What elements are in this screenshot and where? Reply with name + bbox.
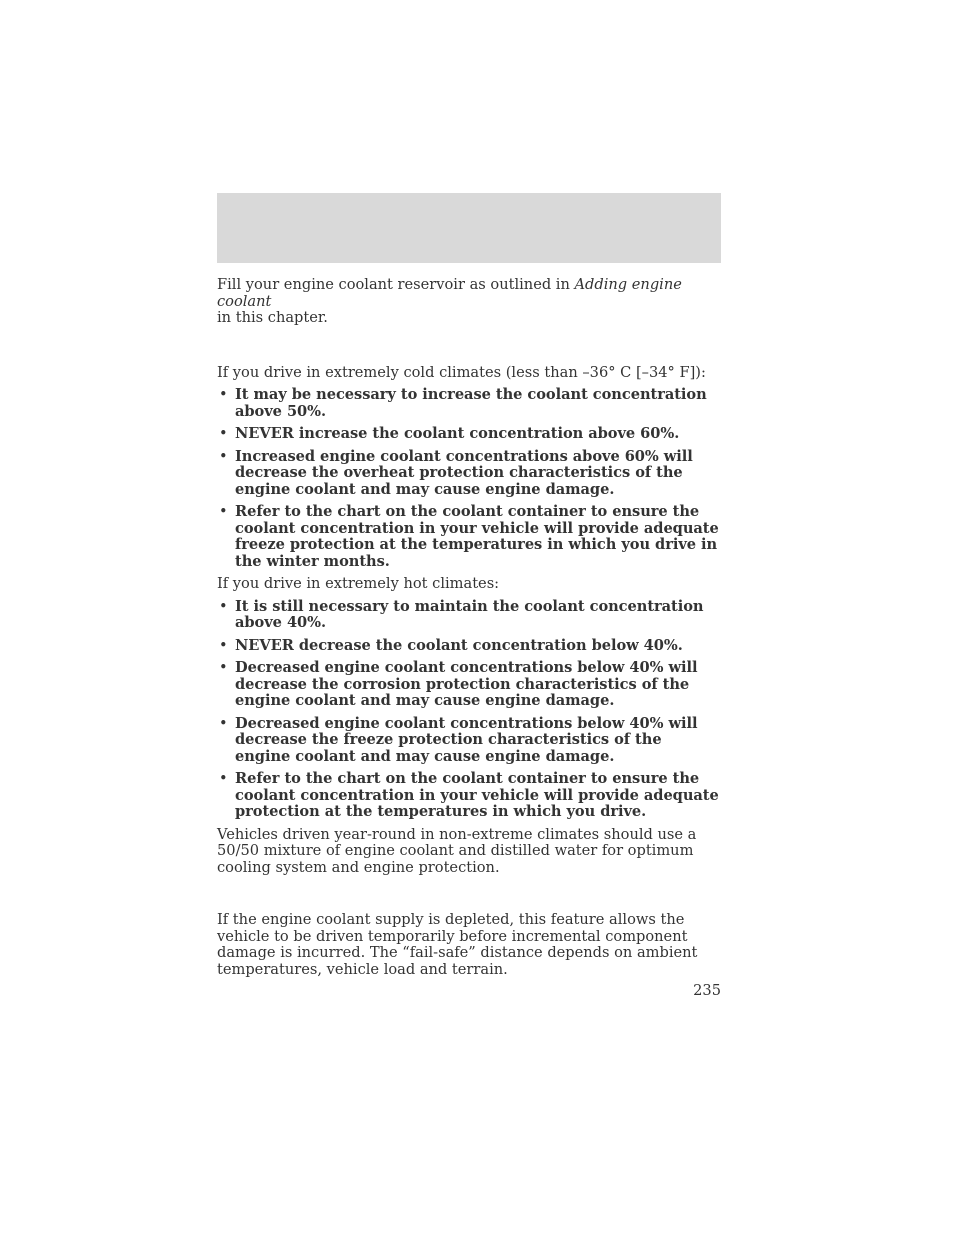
- list-item: [217, 387, 721, 420]
- bullet-icon: •: [219, 386, 228, 403]
- list-item-text: Decreased engine coolant concentrations below 40% will decrease the freeze protection characteristics of the engine coolant and may cause engine damage.: [235, 714, 698, 765]
- bullet-icon: •: [219, 714, 228, 732]
- list-item: [217, 599, 721, 632]
- intro-text-before: Fill your engine coolant reservoir as outlined in: [217, 276, 575, 293]
- hot-climate-lead: If you drive in extremely hot climates:: [217, 575, 500, 592]
- bullet-icon: •: [219, 425, 228, 442]
- non-extreme-climate-paragraph: Vehicles driven year-round in non-extreme climates should use a 50/50 mixture of engine coolant and distilled water for optimum cooling system and engine protection.: [217, 825, 697, 876]
- hot-climate-list: [217, 599, 721, 821]
- bullet-icon: •: [219, 503, 228, 520]
- list-item-text: Refer to the chart on the coolant container to ensure the coolant concentration in your vehicle will provide adequate protection at the temperatures in which you drive.: [235, 770, 719, 820]
- list-item-text: Decreased engine coolant concentrations below 40% will decrease the corrosion protection characteristics of the engine coolant and may cause engine damage.: [235, 659, 698, 709]
- list-item: [217, 504, 721, 570]
- list-item: [217, 426, 721, 443]
- list-item: [217, 716, 721, 766]
- bullet-icon: •: [219, 447, 228, 465]
- list-item-text: It may be necessary to increase the coolant concentration above 50%.: [235, 386, 707, 420]
- bullet-icon: •: [219, 659, 228, 676]
- list-item: [217, 638, 721, 655]
- list-item-text: NEVER decrease the coolant concentration below 40%.: [235, 636, 683, 654]
- list-item-text: It is still necessary to maintain the coolant concentration above 40%.: [235, 597, 704, 631]
- fail-safe-paragraph: If the engine coolant supply is depleted, this feature allows the vehicle to be driven temporarily before incremental component damage is incurred. The “fail-safe” distance depends on ambient temperatures, vehicle load and terrain.: [217, 911, 698, 978]
- cold-climate-list: [217, 387, 721, 570]
- list-item: [217, 771, 721, 821]
- intro-text-after: in this chapter.: [217, 309, 328, 326]
- list-item: [217, 449, 721, 499]
- page-content: [217, 277, 721, 978]
- bullet-icon: •: [219, 770, 228, 787]
- page-number: 235: [693, 982, 721, 999]
- adding-engine-coolant-reference: Adding engine coolant: [217, 276, 682, 310]
- section-header-band: [217, 193, 721, 263]
- list-item-text: Increased engine coolant concentrations above 60% will decrease the overheat protection characteristics of the engine coolant and may cause engine damage.: [235, 447, 693, 498]
- bullet-icon: •: [219, 636, 228, 654]
- list-item-text: Refer to the chart on the coolant container to ensure the coolant concentration in your vehicle will provide adequate freeze protection at the temperatures in which you drive in the winter months.: [235, 503, 719, 570]
- cold-climate-lead: If you drive in extremely cold climates (less than –36° C [–34° F]):: [217, 363, 706, 381]
- intro-paragraph: [217, 277, 721, 327]
- list-item-text: NEVER increase the coolant concentration above 60%.: [235, 425, 680, 442]
- bullet-icon: •: [219, 597, 228, 615]
- list-item: [217, 660, 721, 710]
